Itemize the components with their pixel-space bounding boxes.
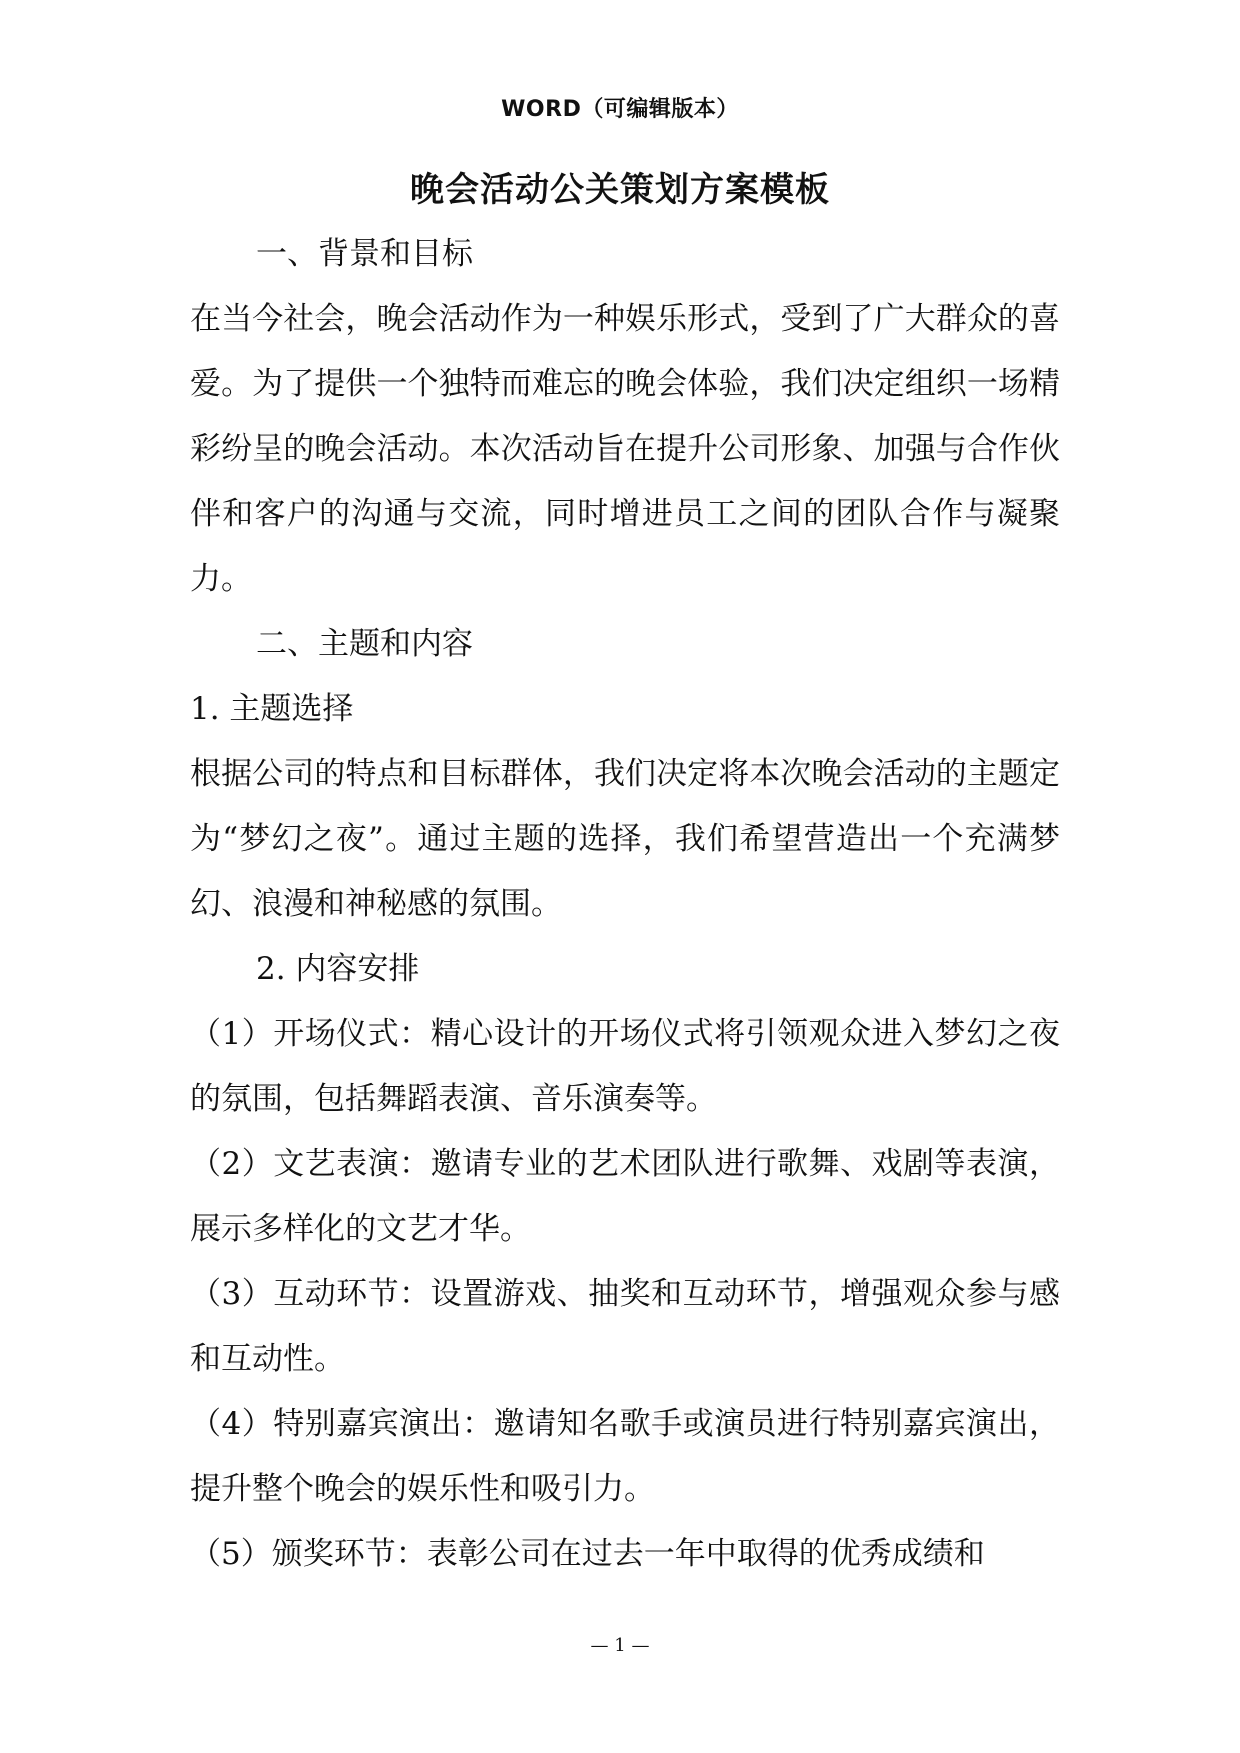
list-item-interaction: （3）互动环节：设置游戏、抽奖和互动环节，增强观众参与感和互动性。 [190,1276,1060,1377]
document-title: 晚会活动公关策划方案模板 [410,170,830,210]
list-item-awards: （5）颁奖环节：表彰公司在过去一年中取得的优秀成绩和 [190,1536,985,1572]
list-item-guest: （4）特别嘉宾演出：邀请知名歌手或演员进行特别嘉宾演出，提升整个晚会的娱乐性和吸引力。 [190,1406,1060,1507]
subheading-theme-selection: 1. 主题选择 [190,691,354,727]
subheading-content-arrangement: 2. 内容安排 [256,951,420,987]
paragraph-background: 在当今社会，晚会活动作为一种娱乐形式，受到了广大群众的喜爱。为了提供一个独特而难忘的晚会体验，我们决定组织一场精彩纷呈的晚会活动。本次活动旨在提升公司形象、加强与合作伙伴和客户的沟通与交流，同时增进员工之间的团队合作与凝聚力。 [190,301,1060,597]
page-number: — 1 — [590,1635,650,1656]
section-heading-background: 一、背景和目标 [256,236,473,272]
document-body [190,222,1060,1587]
paragraph-theme: 根据公司的特点和目标群体，我们决定将本次晚会活动的主题定为“梦幻之夜”。通过主题的选择，我们希望营造出一个充满梦幻、浪漫和神秘感的氛围。 [190,756,1060,922]
list-item-performance: （2）文艺表演：邀请专业的艺术团队进行歌舞、戏剧等表演，展示多样化的文艺才华。 [190,1146,1060,1247]
section-heading-theme: 二、主题和内容 [256,626,473,662]
header-note: WORD（可编辑版本） [501,97,739,122]
list-item-opening: （1）开场仪式：精心设计的开场仪式将引领观众进入梦幻之夜的氛围，包括舞蹈表演、音乐演奏等。 [190,1016,1060,1117]
